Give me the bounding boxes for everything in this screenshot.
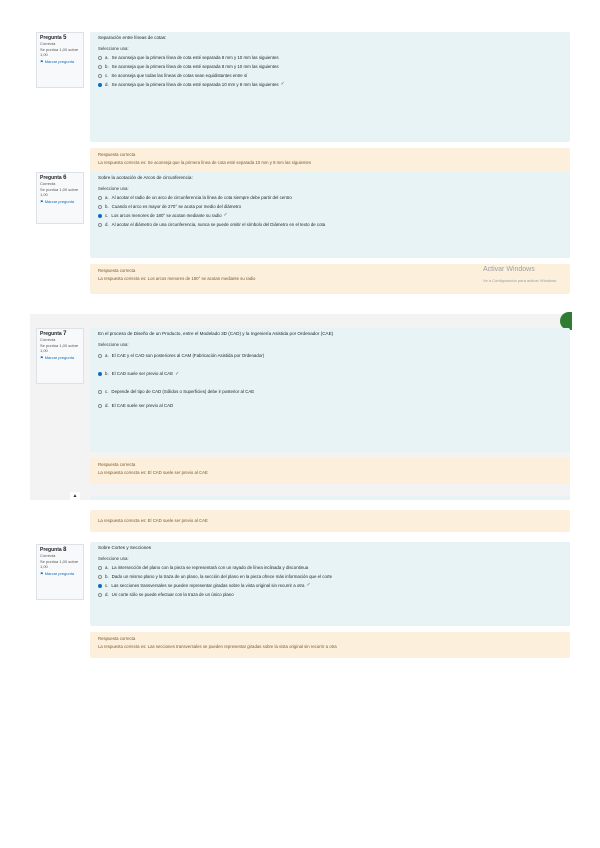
question-text: Sobre la acotación de Arcos de circunferencia:	[98, 175, 193, 180]
radio-button[interactable]	[98, 566, 102, 570]
answer-option-c[interactable]: c. Se aconseja que todas las líneas de cotas sean equidistantes entre sí	[98, 71, 562, 80]
flag-question-link[interactable]: ⚑ Marcar pregunta	[40, 58, 75, 64]
feedback-text: La respuesta correcta es: El CAD suele ser previo al CAE	[98, 518, 208, 523]
feedback-text: La respuesta correcta es: El CAD suele ser previo al CAE	[98, 470, 208, 475]
feedback-title: Respuesta correcta	[98, 636, 136, 641]
answer-option-b[interactable]: b. Cuando el arco es mayor de 270° se acota por medio del diámetro	[98, 202, 562, 211]
radio-button[interactable]	[98, 593, 102, 597]
answer-option-d[interactable]: d. Un corte sólo se puede efectuar con la traza de un único plano	[98, 590, 562, 599]
radio-button[interactable]	[98, 56, 102, 60]
windows-activation-watermark: Activar Windows	[483, 266, 535, 273]
question-content-7	[90, 328, 570, 452]
radio-button[interactable]	[98, 354, 102, 358]
flag-question-link[interactable]: ⚑ Marcar pregunta	[40, 570, 75, 576]
feedback-text: La respuesta correcta es: Los arcos menores de 180° se acotan mediante su radio	[98, 276, 256, 281]
question-text: Sobre Cortes y Secciones	[98, 545, 152, 550]
feedback-title: Respuesta correcta	[98, 152, 136, 157]
answer-option-a[interactable]: a. La intersección del plano con la pieza se representará con un rayado de línea inclinada y discontinua	[98, 563, 562, 572]
question-text: Separación entre líneas de cotas:	[98, 35, 167, 40]
radio-button[interactable]	[98, 214, 102, 218]
answer-option-c[interactable]: c. Depende del tipo de CAD (Sólidos o Superficies) debe ir posterior al CAE	[98, 385, 562, 399]
question-info-8	[36, 544, 84, 600]
chevron-up-icon[interactable]: ▲	[70, 492, 80, 500]
question-state: Correcta	[40, 337, 56, 342]
answer-prompt: Seleccione una:	[98, 46, 129, 51]
question-state: Correcta	[40, 41, 56, 46]
radio-button[interactable]	[98, 575, 102, 579]
check-icon: ✓	[223, 212, 228, 218]
answer-option-d[interactable]: d. Se aconseja que la primera línea de cota esté separada 10 mm y 8 mm las siguientes ✓	[98, 80, 562, 89]
flag-question-link[interactable]: ⚑ Marcar pregunta	[40, 198, 75, 204]
radio-button[interactable]	[98, 223, 102, 227]
flag-question-link[interactable]: ⚑ Marcar pregunta	[40, 354, 75, 360]
question-grade: Se puntúa 1,00 sobre 1,00	[40, 342, 79, 353]
answer-option-a[interactable]: a. Se aconseja que la primera línea de cota esté separada 8 mm y 10 mm las siguientes	[98, 53, 562, 62]
question-grade: Se puntúa 1,00 sobre 1,00	[40, 186, 79, 197]
question-content-8	[90, 542, 570, 626]
answer-option-a[interactable]: a. Al acotar el radio de un arco de circunferencia la línea de cota siempre debe partir del centro	[98, 193, 562, 202]
feedback-box-7	[90, 458, 570, 484]
radio-button[interactable]	[98, 196, 102, 200]
question-info-6	[36, 172, 84, 224]
question-number: Pregunta 7	[40, 331, 67, 337]
feedback-title: Respuesta correcta	[98, 462, 136, 467]
feedback-box-repeat	[90, 510, 570, 532]
question-content-6	[90, 172, 570, 258]
check-icon: ✓	[175, 371, 180, 377]
feedback-title: Respuesta correcta	[98, 268, 136, 273]
screenshot-panel-1	[30, 22, 570, 302]
question-info-5	[36, 32, 84, 88]
next-question-strip	[90, 496, 570, 500]
radio-button[interactable]	[98, 83, 102, 87]
question-number: Pregunta 6	[40, 175, 67, 181]
radio-button[interactable]	[98, 205, 102, 209]
radio-button[interactable]	[98, 404, 102, 408]
windows-activation-subtext: Ve a Configuración para activar Windows.	[483, 278, 558, 283]
question-number: Pregunta 8	[40, 547, 67, 553]
radio-button[interactable]	[98, 584, 102, 588]
question-text: En el proceso de Diseño de un Producto, entre el Modelado 3D (CAD) y la Ingeniería Asistida por Ordenador (CAE)	[98, 331, 334, 336]
question-grade: Se puntúa 1,00 sobre 1,00	[40, 558, 79, 569]
answer-option-d[interactable]: d. El CAE suele ser previo al CAD	[98, 399, 562, 413]
answer-prompt: Seleccione una:	[98, 342, 129, 347]
question-state: Correcta	[40, 181, 56, 186]
question-grade: Se puntúa 1,00 sobre 1,00	[40, 46, 79, 57]
check-icon: ✓	[306, 582, 311, 588]
screenshot-panel-3	[30, 510, 570, 650]
answer-option-b[interactable]: b. Dado un mismo plano y la traza de un plano, la sección del plano en la pieza ofrece más información que el corte	[98, 572, 562, 581]
answer-option-c[interactable]: c. Las secciones transversales se pueden representar giradas sobre la vista original sin recurrir a otra ✓	[98, 581, 562, 590]
answer-prompt: Seleccione una:	[98, 556, 129, 561]
feedback-box-8	[90, 632, 570, 658]
answer-option-c[interactable]: c. Los arcos menores de 180° se acotan mediante su radio ✓	[98, 211, 562, 220]
question-state: Correcta	[40, 553, 56, 558]
answer-option-b[interactable]: b. Se aconseja que la primera línea de cota esté separada 8 mm y 10 mm las siguientes	[98, 62, 562, 71]
answer-prompt: Seleccione una:	[98, 186, 129, 191]
check-icon: ✓	[280, 81, 285, 87]
radio-button[interactable]	[98, 65, 102, 69]
feedback-text: La respuesta correcta es: Se aconseja que la primera línea de cota esté separada 10 mm y 8 mm las siguientes	[98, 160, 312, 165]
answer-option-a[interactable]: a. El CAE y el CAD son posteriores al CAM (Fabricación Asistida por Ordenador)	[98, 349, 562, 363]
radio-button[interactable]	[98, 372, 102, 376]
screenshot-panel-2	[30, 314, 570, 500]
answer-option-b[interactable]: b. El CAD suele ser previo al CAE ✓	[98, 363, 562, 385]
radio-button[interactable]	[98, 74, 102, 78]
feedback-text: La respuesta correcta es: Las secciones transversales se pueden representar giradas sobre la vista original sin recurrir a otra	[98, 644, 337, 649]
question-content-5	[90, 32, 570, 142]
question-info-7	[36, 328, 84, 384]
question-number: Pregunta 5	[40, 35, 67, 41]
radio-button[interactable]	[98, 390, 102, 394]
answer-option-d[interactable]: d. Al acotar el diámetro de una circunferencia, nunca se puede omitir el símbolo del Diámetro en el texto de cota	[98, 220, 562, 229]
